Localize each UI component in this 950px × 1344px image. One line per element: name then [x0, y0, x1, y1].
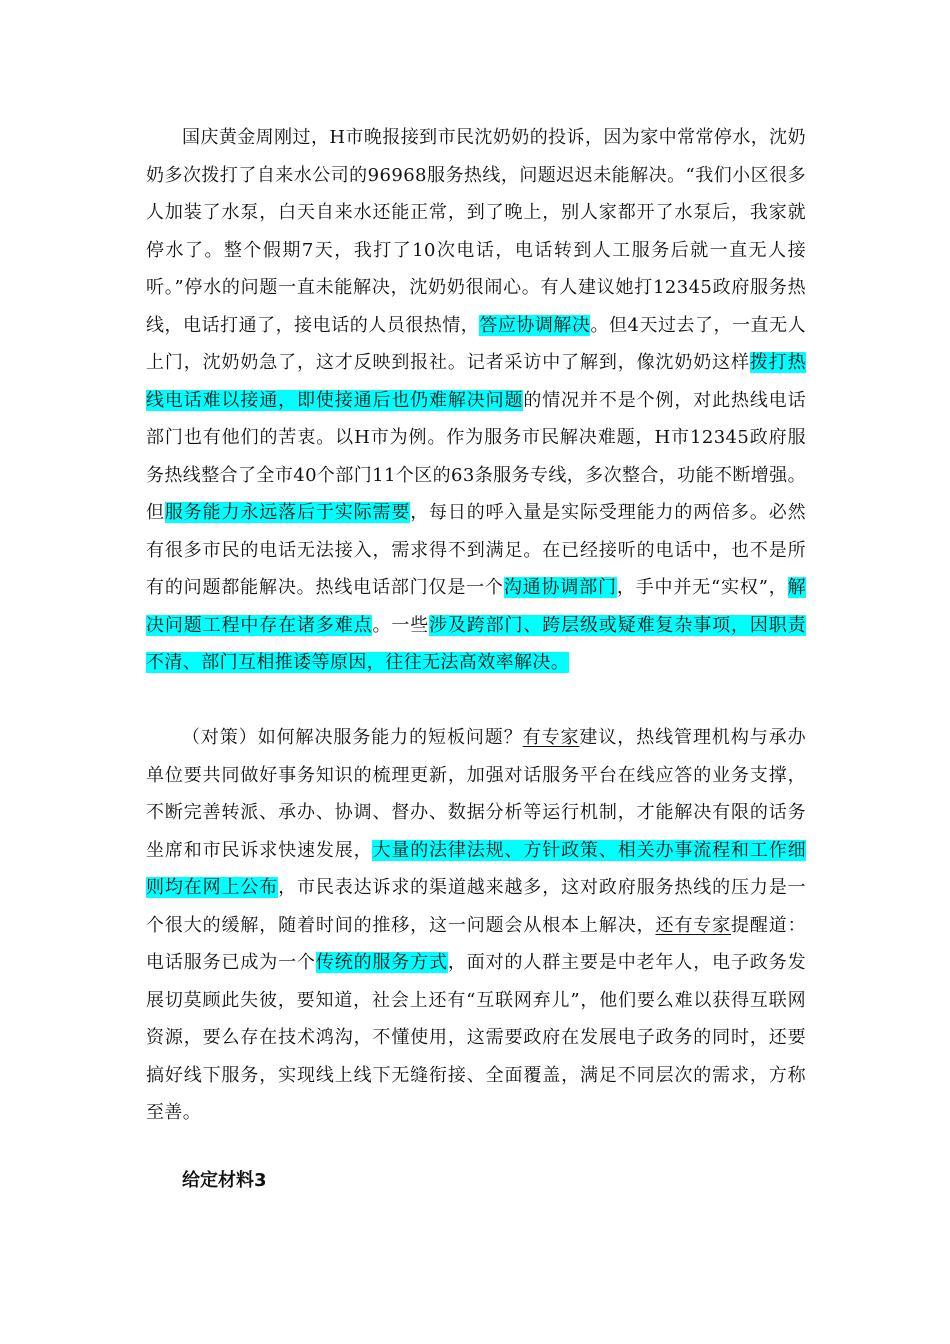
body-text: ，每日的呼入量是实际受理能力的两倍多。必然有很多市民的电话无法接入，需求得不到满足。在已经接听的电话中，也不是所有的问题都能解决。热线电话部门仅是一个 — [146, 502, 806, 598]
highlighted-text: 解决问题工程中存在诸多难点 — [146, 577, 807, 636]
section-heading: 给定材料3 — [182, 1170, 267, 1191]
highlighted-text: 涉及跨部门、跨层级或疑难复杂事项，因职责不清、部门互相推诿等原因，往往无法高效率解决。 — [146, 614, 807, 673]
body-text: 。但4天过去了，一直无人上门，沈奶奶急了，这才反映到报社。记者采访中了解到，像沈奶奶这样 — [146, 314, 806, 373]
highlighted-text: 沟通协调部门 — [503, 577, 617, 598]
body-text: 的情况并不是个例，对此热线电话部门也有他们的苦衷。以H市为例。作为服务市民解决难题，H市12345政府服务热线整合了全市40个部门11个区的63条服务专线，多次整合，功能不断增强。但 — [146, 389, 807, 523]
body-text: 国庆黄金周刚过，H市晚报接到市民沈奶奶的投诉，因为家中常常停水，沈奶奶多次拨打了自来水公司的96968服务热线，问题迟迟未能解决。“我们小区很多人加装了水泵，白天自来水还能正常，到了晚上，别人家都开了水泵后，我家就停水了。整个假期7天，我打了10次电话，电话转到人工服务后就一直无人接听。”停水的问题一直未能解决，沈奶奶很闹心。有人建议她打12345政府服务热线，电话打通了，接电话的人员很热情， — [146, 127, 806, 336]
body-text: ，市民表达诉求的渠道越来越多，这对政府服务热线的压力是一个很大的缓解，随着时间的推移，这一问题会从根本上解决， — [146, 877, 806, 936]
highlighted-text: 服务能力永远落后于实际需要 — [164, 502, 411, 523]
highlighted-text: 答应协调解决 — [479, 314, 591, 336]
body-text: 提醒道：电话服务已成为一个 — [146, 914, 806, 973]
body-text: 。一些 — [372, 614, 430, 636]
body-text: ，面对的人群主要是中老年人，电子政务发展切莫顾此失彼，要知道，社会上还有“互联网弃儿”，他们要么难以获得互联网资源，要么存在技术鸿沟，不懂使用，这需要政府在发展电子政务的同时，还要搞好线下服务，实现线上线下无缝衔接、全面覆盖，满足不同层次的需求，方称至善。 — [146, 952, 806, 1123]
highlighted-text: 拨打热线电话难以接通，即使接通后也仍难解决问题 — [146, 352, 807, 411]
body-text: 建议，热线管理机构与承办单位要共同做好事务知识的梳理更新，加强对话服务平台在线应答的业务支撑，不断完善转派、承办、协调、督办、数据分析等运行机制，才能解决有限的话务坐席和市民诉求快速发展， — [146, 727, 806, 861]
highlighted-text: 传统的服务方式 — [315, 952, 448, 973]
body-text: （对策）如何解决服务能力的短板问题？ — [182, 727, 523, 748]
underlined-text: 有专家 — [522, 727, 580, 748]
paragraph-2 — [146, 719, 806, 1132]
body-text: ，手中并无“实权”， — [616, 577, 788, 598]
highlighted-text: 大量的法律法规、方针政策、相关办事流程和工作细则均在网上公布 — [146, 839, 806, 898]
underlined-text: 还有专家 — [655, 914, 731, 936]
paragraph-1 — [146, 119, 806, 682]
